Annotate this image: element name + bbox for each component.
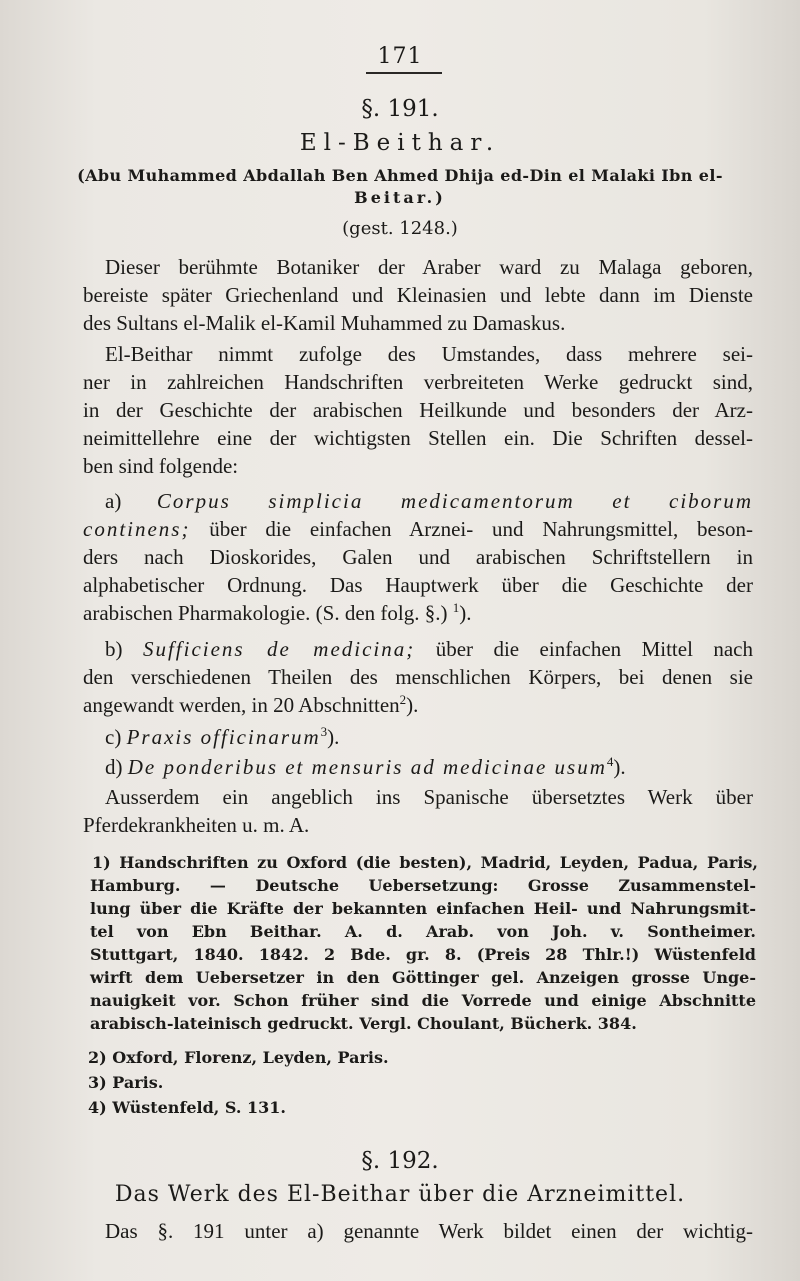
footnote-line: 1) Handschriften zu Oxford (die besten), Madrid, Leyden, Padua, Paris, xyxy=(92,853,758,872)
text-span: angewandt werden, in 20 Abschnitten xyxy=(83,693,400,717)
footnote-line: wirft dem Uebersetzer in den Göttinger gel. Anzeigen grosse Unge- xyxy=(90,968,756,987)
text-line: Dieser berühmte Botaniker der Araber ward zu Malaga geboren, xyxy=(105,255,753,279)
text-line: Ausserdem ein angeblich ins Spanische übersetztes Werk über xyxy=(105,785,753,809)
footnote-3: 3) Paris. xyxy=(88,1073,164,1092)
text-line: ner in zahlreichen Handschriften verbreiteten Werke gedruckt sind, xyxy=(83,370,753,394)
full-name-line-1: (Abu Muhammed Abdallah Ben Ahmed Dhija ed-Din el Malaki Ibn el- xyxy=(77,166,723,185)
footnote-line: arabisch-lateinisch gedruckt. Vergl. Choulant, Bücherk. 384. xyxy=(90,1014,637,1033)
text-line: bereiste später Griechenland und Kleinasien und lebte dann im Dienste xyxy=(83,283,753,307)
text-span: ). xyxy=(327,725,340,749)
footnote-4: 4) Wüstenfeld, S. 131. xyxy=(88,1098,286,1117)
text-line: in der Geschichte der arabischen Heilkunde und besonders der Arz- xyxy=(83,398,753,422)
work-title: Corpus simplicia medicamentorum et ciborum xyxy=(156,489,754,513)
item-a-line xyxy=(83,516,753,543)
footnote-line: lung über die Kräfte der bekannten einfachen Heil- und Nahrungsmit- xyxy=(90,899,756,918)
section-192-heading: §. 192. xyxy=(361,1148,439,1174)
footnote-line: tel von Ebn Beithar. A. d. Arab. von Joh. v. Sontheimer. xyxy=(90,922,756,941)
full-name-line-2: Beitar.) xyxy=(354,188,446,207)
item-marker: a) xyxy=(105,489,122,513)
footnote-line: nauigkeit vor. Schon früher sind die Vorrede und einige Abschnitte xyxy=(90,991,756,1010)
footnote-line: Stuttgart, 1840. 1842. 2 Bde. gr. 8. (Preis 28 Thlr.!) Wüstenfeld xyxy=(90,945,756,964)
text-line: Pferdekrankheiten u. m. A. xyxy=(83,813,310,837)
work-title: continens; xyxy=(83,517,191,541)
section-191-heading: §. 191. xyxy=(361,96,439,122)
text-line: den verschiedenen Theilen des menschlichen Körpers, bei denen sie xyxy=(83,665,753,689)
text-line: El-Beithar nimmt zufolge des Umstandes, dass mehrere sei- xyxy=(105,342,753,366)
item-b-line xyxy=(83,692,753,719)
item-b-line xyxy=(105,636,753,663)
text-span: arabischen Pharmakologie. (S. den folg. §.) xyxy=(83,601,448,625)
text-line: alphabetischer Ordnung. Das Hauptwerk über die Geschichte der xyxy=(83,573,753,597)
page-number-rule xyxy=(366,72,442,74)
footnote-ref: 3 xyxy=(320,724,328,739)
item-c-line xyxy=(105,724,753,751)
text-span: über die einfachen Mittel nach xyxy=(415,637,753,661)
page-number: 171 xyxy=(377,44,423,69)
text-span: ). xyxy=(406,693,419,717)
section-191-name: El-Beithar. xyxy=(299,130,501,156)
text-line: des Sultans el-Malik el-Kamil Muhammed zu Damaskus. xyxy=(83,311,566,335)
footnote-ref: 1 xyxy=(452,600,460,615)
work-title: Praxis officinarum xyxy=(126,725,321,749)
footnote-ref: 2 xyxy=(399,692,407,707)
death-date: (gest. 1248.) xyxy=(342,218,458,239)
work-title: Sufficiens de medicina; xyxy=(142,637,416,661)
item-marker: c) xyxy=(105,725,122,749)
text-line: Das §. 191 unter a) genannte Werk bildet einen der wichtig- xyxy=(105,1219,753,1243)
section-192-title: Das Werk des El-Beithar über die Arzneimittel. xyxy=(114,1182,686,1207)
footnote-ref: 4 xyxy=(606,754,614,769)
footnote-2: 2) Oxford, Florenz, Leyden, Paris. xyxy=(88,1048,389,1067)
item-marker: d) xyxy=(105,755,123,779)
footnote-line: Hamburg. — Deutsche Uebersetzung: Grosse Zusammenstel- xyxy=(90,876,756,895)
item-a-line xyxy=(105,488,753,515)
item-a-line xyxy=(83,600,753,627)
text-span: ). xyxy=(459,601,472,625)
text-span: über die einfachen Arznei- und Nahrungsmittel, beson- xyxy=(190,517,753,541)
work-title: De ponderibus et mensuris ad medicinae usum xyxy=(127,755,607,779)
item-d-line xyxy=(105,754,753,781)
text-line: ders nach Dioskorides, Galen und arabischen Schriftstellern in xyxy=(83,545,753,569)
item-marker: b) xyxy=(105,637,123,661)
text-line: neimittellehre eine der wichtigsten Stellen ein. Die Schriften dessel- xyxy=(83,426,753,450)
text-line: ben sind folgende: xyxy=(83,454,239,478)
text-span: ). xyxy=(613,755,626,779)
